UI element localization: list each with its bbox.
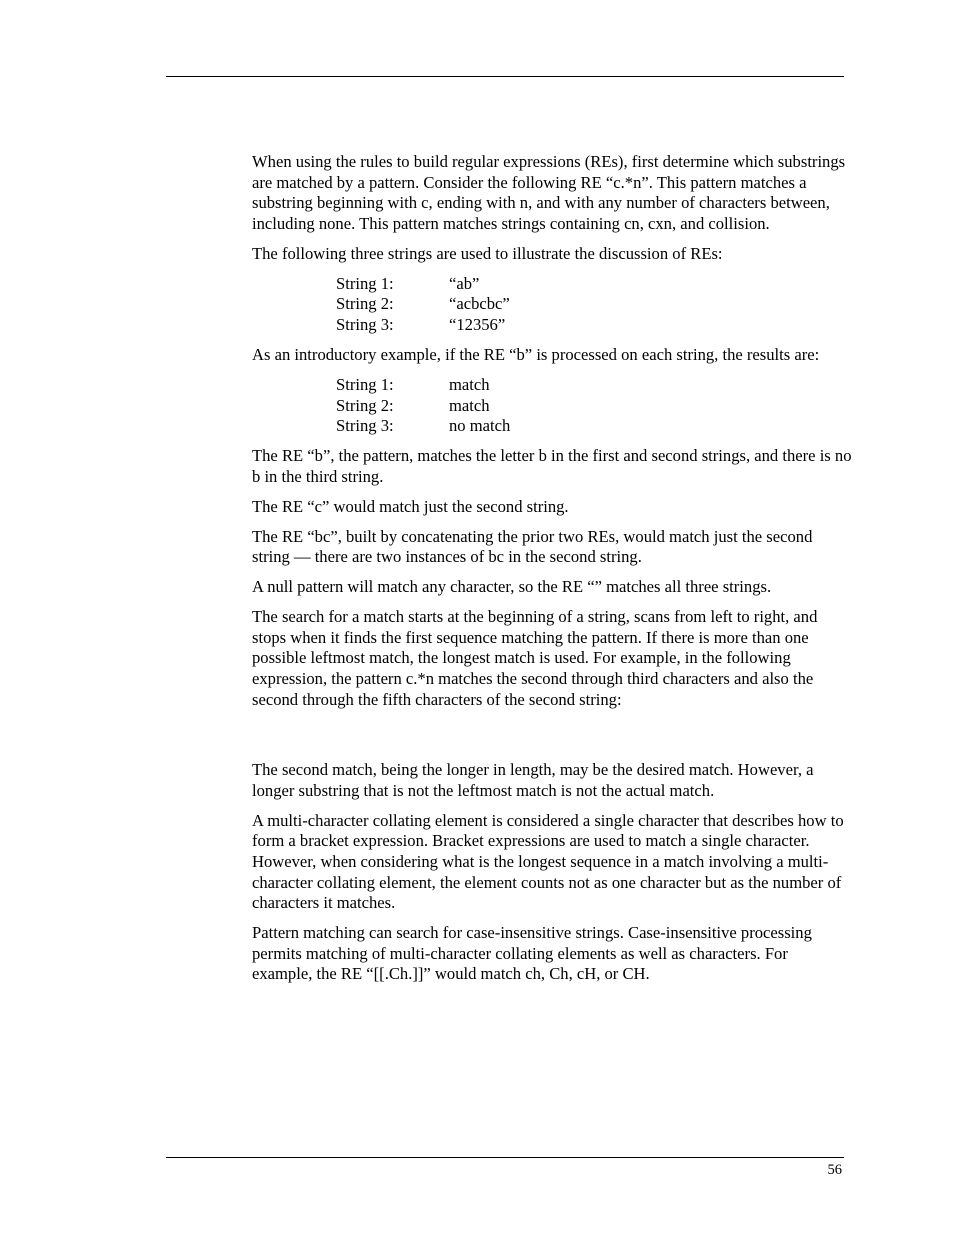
string-label: String 1:	[336, 273, 394, 293]
result-value: match	[449, 374, 490, 394]
result-label: String 1:	[336, 374, 394, 394]
paragraph-re-b: The RE “b”, the pattern, matches the letter b in the first and second strings, and there is no b in the third string.	[252, 446, 852, 486]
paragraph-intro: When using the rules to build regular expressions (REs), first determine which substrings are matched by a pattern. Consider the following RE “c.*n”. This pattern matches a substring beginning with c, ending with n, and with any number of characters between, including none. This pattern matches strings containing cn, cxn, and collision.	[252, 152, 846, 233]
paragraph-strings-intro: The following three strings are used to illustrate the discussion of REs:	[252, 243, 723, 263]
header-rule	[166, 76, 844, 77]
string-value: “ab”	[449, 273, 480, 293]
result-value: match	[449, 395, 490, 415]
footer-rule	[166, 1157, 844, 1158]
body-text	[252, 152, 852, 994]
string-value: “12356”	[449, 314, 506, 334]
paragraph-second-match: The second match, being the longer in length, may be the desired match. However, a longer substring that is not the leftmost match is not the actual match.	[252, 760, 814, 800]
result-label: String 2:	[336, 395, 394, 415]
paragraph-search: The search for a match starts at the beginning of a string, scans from left to right, and stops when it finds the first sequence matching the pattern. If there is more than one possible leftmost match, the longest match is used. For example, in the following expression, the pattern c.*n matches the second through third characters and also the second through the fifth characters of the second string:	[252, 607, 818, 709]
list-item	[336, 416, 852, 437]
paragraph-example-intro: As an introductory example, if the RE “b” is processed on each string, the results are:	[252, 344, 820, 364]
paragraph-case-insensitive: Pattern matching can search for case-insensitive strings. Case-insensitive processing permits matching of multi-character collating elements as well as characters. For example, the RE “[[.Ch.]]” would match ch, Ch, cH, or CH.	[252, 923, 812, 984]
list-item	[336, 396, 852, 417]
page-number: 56	[827, 1162, 842, 1178]
list-item	[336, 274, 852, 295]
string-label: String 2:	[336, 294, 394, 314]
results-list	[336, 375, 852, 437]
string-value: “acbcbc”	[449, 294, 510, 314]
paragraph-null-pattern: A null pattern will match any character, so the RE “” matches all three strings.	[252, 577, 772, 597]
result-value: no match	[449, 416, 511, 436]
string-label: String 3:	[336, 314, 394, 334]
list-item	[336, 315, 852, 336]
strings-list	[336, 274, 852, 336]
paragraph-re-c: The RE “c” would match just the second string.	[252, 496, 569, 516]
list-item	[336, 294, 852, 315]
paragraph-re-bc: The RE “bc”, built by concatenating the prior two REs, would match just the second string — there are two instances of bc in the second string.	[252, 526, 813, 567]
result-label: String 3:	[336, 416, 394, 436]
paragraph-collating: A multi-character collating element is considered a single character that describes how to form a bracket expression. Bracket expressions are used to match a single character. However, when considering what is the longest sequence in a match involving a multi-character collating element, the element counts not as one character but as the number of characters it matches.	[252, 810, 844, 913]
list-item	[336, 375, 852, 396]
